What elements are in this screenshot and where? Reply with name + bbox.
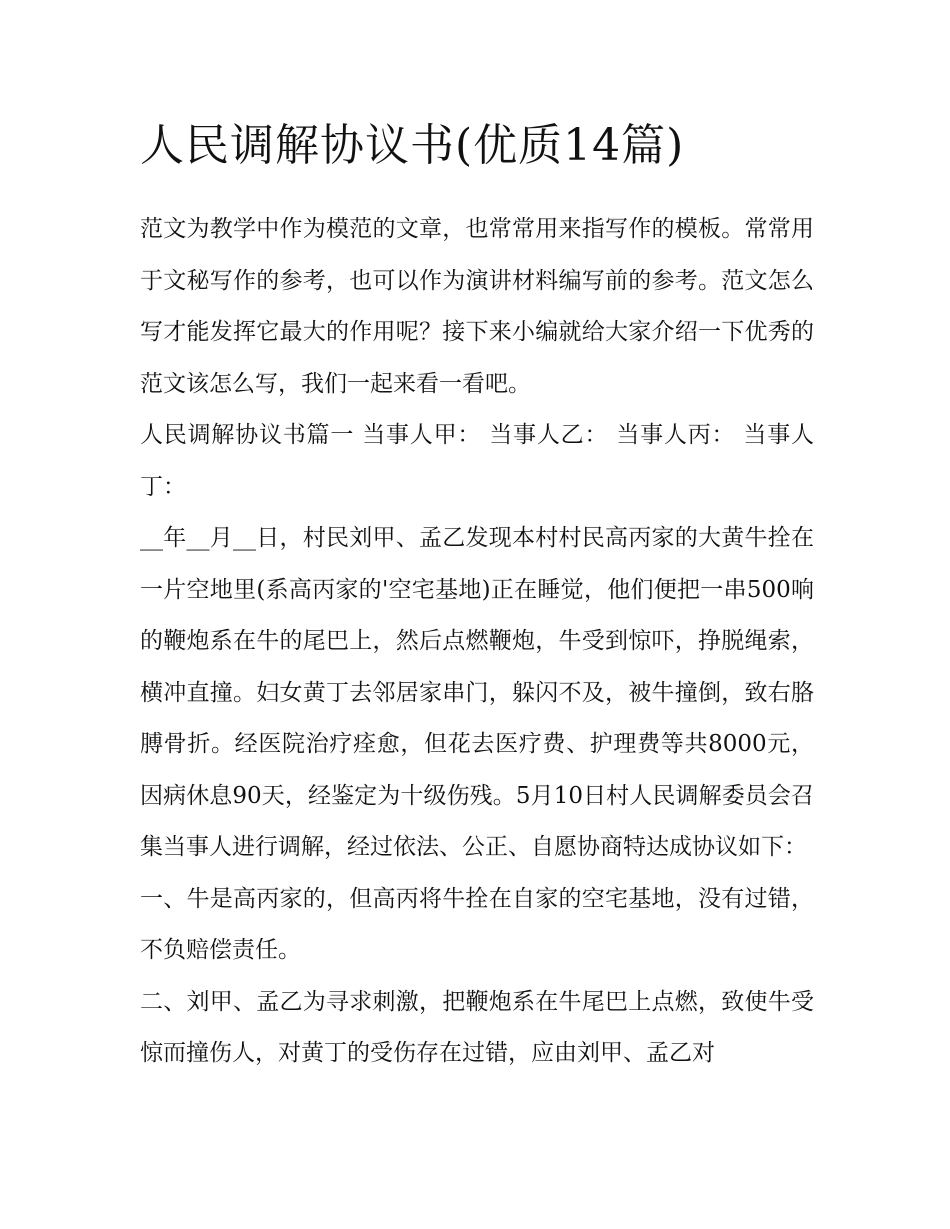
clause-two-paragraph: 二、刘甲、孟乙为寻求刺激，把鞭炮系在牛尾巴上点燃，致使牛受惊而撞伤人，对黄丁的受伤存在过错，应由刘甲、孟乙对	[140, 988, 814, 1066]
clause-one-paragraph: 一、牛是高丙家的，但高丙将牛拴在自家的空宅基地，没有过错，不负赔偿责任。	[140, 885, 814, 963]
document-body	[140, 204, 814, 1080]
intro-paragraph: 范文为教学中作为模范的文章，也常常用来指写作的模板。常常用于文秘写作的参考，也可以作为演讲材料编写前的参考。范文怎么写才能发挥它最大的作用呢？接下来小编就给大家介绍一下优秀的范文该怎么写，我们一起来看一看吧。	[140, 216, 814, 397]
document-title: 人民调解协议书(优质14篇)	[140, 120, 685, 171]
incident-paragraph: __年__月__日，村民刘甲、孟乙发现本村村民高丙家的大黄牛拴在一片空地里(系高丙家的'空宅基地)正在睡觉，他们便把一串500响的鞭炮系在牛的尾巴上，然后点燃鞭炮，牛受到惊吓，挣脱绳索，横冲直撞。妇女黄丁去邻居家串门，躲闪不及，被牛撞倒，致右胳膊骨折。经医院治疗痊愈，但花去医疗费、护理费等共8000元，因病休息90天，经鉴定为十级伤残。5月10日村人民调解委员会召集当事人进行调解，经过依法、公正、自愿协商特达成协议如下：	[140, 525, 814, 860]
parties-paragraph: 人民调解协议书篇一 当事人甲： 当事人乙： 当事人丙： 当事人丁：	[140, 422, 814, 500]
